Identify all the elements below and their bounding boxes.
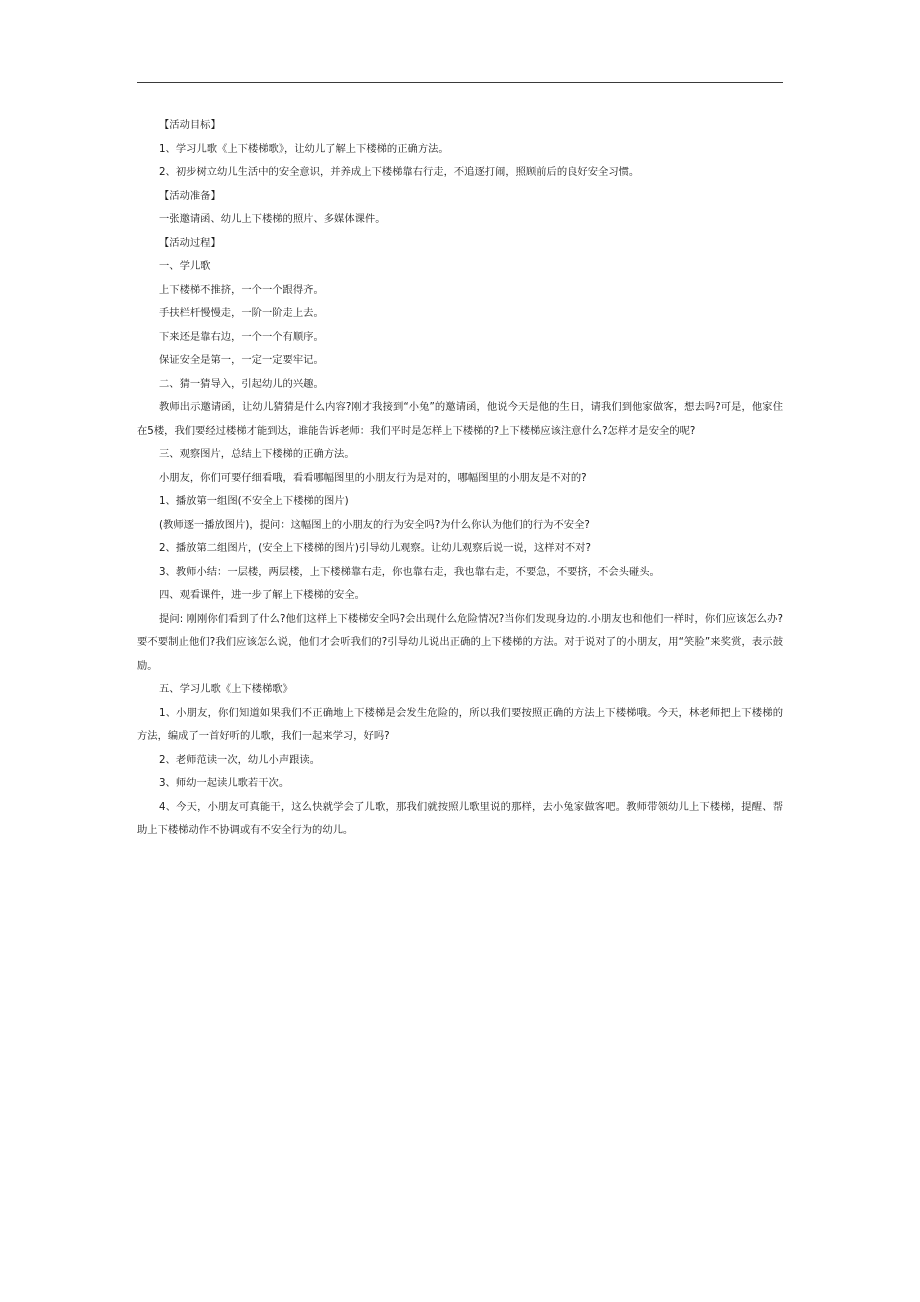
rhyme-line: 上下楼梯不推挤，一个一个跟得齐。 xyxy=(159,283,324,296)
paragraph: 2、播放第二组图片，(安全上下楼梯的图片)引导幼儿观察。让幼儿观察后说一说，这样对不对? xyxy=(159,542,591,554)
document-body xyxy=(137,114,783,843)
paragraph: 2、老师范读一次，幼儿小声跟读。 xyxy=(159,753,321,766)
header-rule xyxy=(137,82,783,83)
paragraph: 1、播放第一组图(不安全上下楼梯的图片) xyxy=(159,495,349,507)
rhyme-line: 下来还是靠右边，一个一个有顺序。 xyxy=(159,330,324,343)
paragraph: 教师出示邀请函，让幼儿猜猜是什么内容?刚才我接到“小兔”的邀请函，他说今天是他的生日，请我们到他家做客，想去吗?可是，他家住在5楼，我们要经过楼梯才能到达，谁能告诉老师：我们平时是怎样上下楼梯的?上下楼梯应该注意什么?怎样才是安全的呢? xyxy=(137,401,783,437)
step-heading: 四、观看课件，进一步了解上下楼梯的安全。 xyxy=(159,589,365,601)
rhyme-line: 保证安全是第一，一定一定要牢记。 xyxy=(159,354,324,366)
paragraph: 小朋友，你们可要仔细看哦，看看哪幅图里的小朋友行为是对的，哪幅图里的小朋友是不对的? xyxy=(159,471,587,484)
step-heading: 二、猜一猜导入，引起幼儿的兴趣。 xyxy=(159,377,324,390)
paragraph: 4、今天，小朋友可真能干，这么快就学会了儿歌，那我们就按照儿歌里说的那样，去小兔家做客吧。教师带领幼儿上下楼梯，提醒、帮助上下楼梯动作不协调或有不安全行为的幼儿。 xyxy=(137,800,783,836)
paragraph: 1、小朋友，你们知道如果我们不正确地上下楼梯是会发生危险的，所以我们要按照正确的方法上下楼梯哦。今天，林老师把上下楼梯的方法，编成了一首好听的儿歌，我们一起来学习，好吗? xyxy=(137,706,783,742)
paragraph: 2、初步树立幼儿生活中的安全意识，并养成上下楼梯靠右行走，不追逐打闹，照顾前后的良好安全习惯。 xyxy=(159,166,640,178)
section-heading-preparation: 【活动准备】 xyxy=(159,189,221,202)
paragraph: (教师逐一播放图片)，提问：这幅图上的小朋友的行为安全吗?为什么你认为他们的行为不安全? xyxy=(159,518,590,531)
paragraph: 1、学习儿歌《上下楼梯歌》，让幼儿了解上下楼梯的正确方法。 xyxy=(159,142,449,155)
rhyme-line: 手扶栏杆慢慢走，一阶一阶走上去。 xyxy=(159,307,324,319)
paragraph: 提问: 刚刚你们看到了什么?他们这样上下楼梯安全吗?会出现什么危险情况?当你们发现身边的.小朋友也和他们一样时，你们应该怎么办?要不要制止他们?我们应该怎么说，他们才会听我们的?引导幼儿说出正确的上下楼梯的方法。对于说对了的小朋友，用“笑脸”来奖赏，表示鼓励。 xyxy=(137,612,783,672)
section-heading-goals: 【活动目标】 xyxy=(159,119,221,131)
section-heading-process: 【活动过程】 xyxy=(159,236,221,249)
step-heading: 五、学习儿歌《上下楼梯歌》 xyxy=(159,683,293,695)
paragraph: 3、教师小结：一层楼，两层楼，上下楼梯靠右走，你也靠右走，我也靠右走，不要急，不要挤，不会头碰头。 xyxy=(159,565,660,578)
step-heading: 三、观察图片，总结上下楼梯的正确方法。 xyxy=(159,448,355,460)
paragraph: 3、师幼一起读儿歌若干次。 xyxy=(159,777,290,789)
paragraph: 一张邀请函、幼儿上下楼梯的照片、多媒体课件。 xyxy=(159,213,386,225)
step-heading: 一、学儿歌 xyxy=(159,260,211,272)
